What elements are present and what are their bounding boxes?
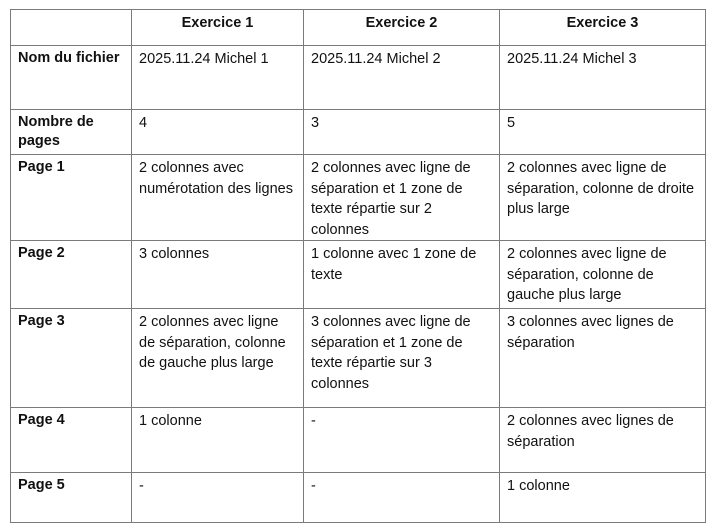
header-cell-exercice-2: Exercice 2 [304,10,500,46]
table-row [11,473,706,523]
table-cell: 2 colonnes avec ligne de séparation, colonne de gauche plus large [500,241,706,309]
table-cell: 2025.11.24 Michel 1 [132,46,304,110]
table-row [11,155,706,241]
row-label: Page 5 [11,473,132,523]
table-row [11,309,706,408]
table-header-row [11,10,706,46]
table-row [11,408,706,473]
row-label: Nom du fichier [11,46,132,110]
table-cell: 3 colonnes avec lignes de séparation [500,309,706,408]
table-cell: - [132,473,304,523]
table-cell: - [304,473,500,523]
table-cell: 2025.11.24 Michel 3 [500,46,706,110]
row-label: Page 3 [11,309,132,408]
table-cell: 2 colonnes avec ligne de séparation, colonne de gauche plus large [132,309,304,408]
header-cell-exercice-1: Exercice 1 [132,10,304,46]
row-label: Nombre de pages [11,110,132,155]
table-row [11,110,706,155]
header-cell-empty [11,10,132,46]
row-label: Page 1 [11,155,132,241]
table-cell: 3 [304,110,500,155]
table-cell: 1 colonne [132,408,304,473]
table-cell: - [304,408,500,473]
exercise-table [10,9,706,523]
table-cell: 2 colonnes avec numérotation des lignes [132,155,304,241]
table-cell: 2025.11.24 Michel 2 [304,46,500,110]
table-cell: 4 [132,110,304,155]
table-cell: 2 colonnes avec ligne de séparation et 1 zone de texte répartie sur 2 colonnes [304,155,500,241]
table-cell: 2 colonnes avec ligne de séparation, colonne de droite plus large [500,155,706,241]
header-cell-exercice-3: Exercice 3 [500,10,706,46]
table-cell: 1 colonne [500,473,706,523]
table-row [11,46,706,110]
table-cell: 3 colonnes [132,241,304,309]
table-cell: 5 [500,110,706,155]
row-label: Page 4 [11,408,132,473]
row-label: Page 2 [11,241,132,309]
table-row [11,241,706,309]
table-cell: 1 colonne avec 1 zone de texte [304,241,500,309]
table-cell: 2 colonnes avec lignes de séparation [500,408,706,473]
table-cell: 3 colonnes avec ligne de séparation et 1 zone de texte répartie sur 3 colonnes [304,309,500,408]
